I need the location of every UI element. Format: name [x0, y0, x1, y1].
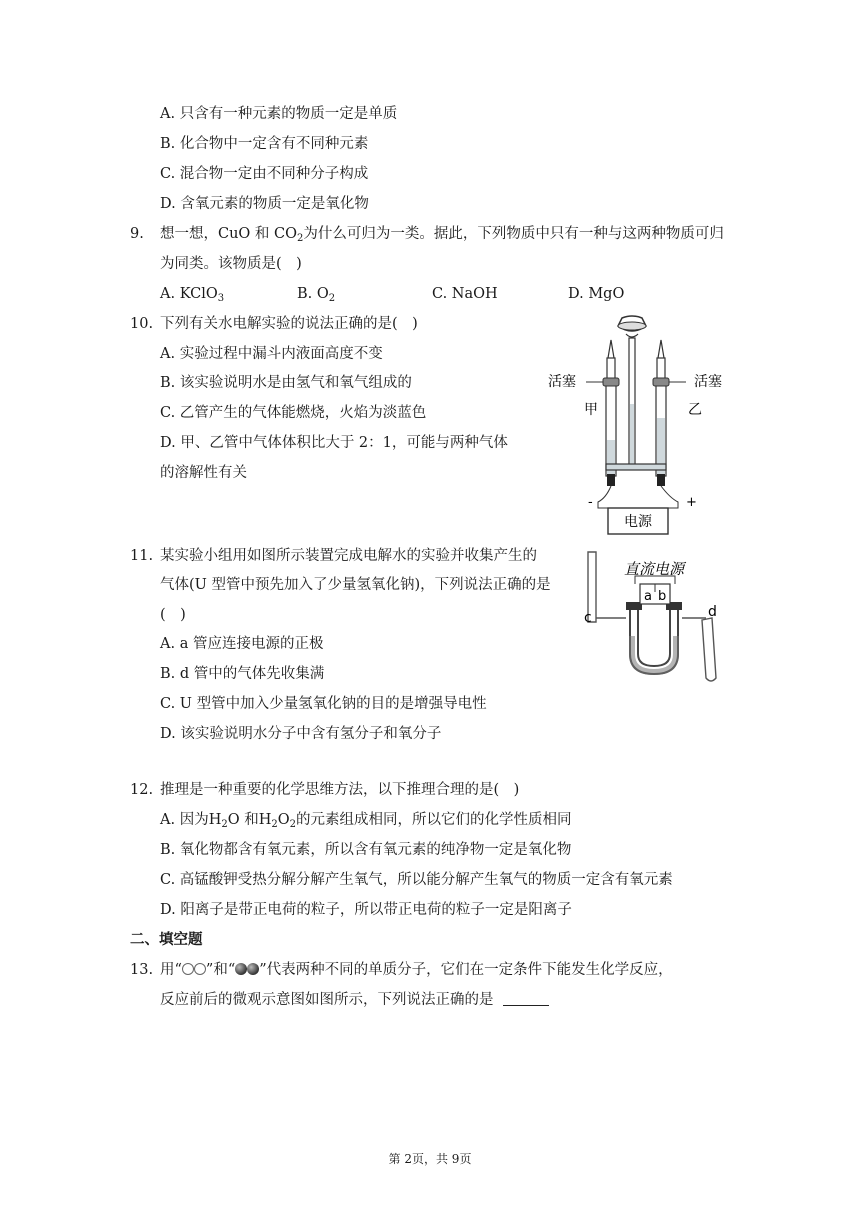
label-tube-jia: 甲 [584, 402, 598, 418]
q13-stem-line1: 用“ ”和“ ”代表两种不同的单质分子，它们在一定条件下能发生化学反应， [160, 962, 673, 978]
q12-number: 12. [130, 782, 154, 798]
q11-stem-line2: 气体(U 型管中预先加入了少量氢氧化钠)，下列说法正确的是 [160, 577, 551, 593]
q11-number: 11. [130, 548, 154, 564]
page-footer: 第 2页，共 9页 [388, 1152, 472, 1166]
q9-option-a: A. KClO$_3$ [160, 286, 225, 304]
q11-option-b: B. d 管中的气体先收集满 [160, 666, 325, 682]
q12-option-d: D. 阳离子是带正电荷的粒子，所以带正电荷的粒子一定是阳离子 [160, 902, 572, 918]
light-atom-icon [182, 963, 194, 975]
q10-stem: 下列有关水电解实验的说法正确的是( ) [160, 316, 418, 332]
q9-stem-line2: 为同类。该物质是( ) [160, 256, 302, 272]
label-left-valve: 活塞 [548, 374, 576, 390]
label-minus: - [588, 495, 593, 510]
q8-option-c: C. 混合物一定由不同种分子构成 [160, 166, 369, 182]
q12-stem: 推理是一种重要的化学思维方法，以下推理合理的是( ) [160, 782, 520, 798]
q9-option-c: C. NaOH [432, 286, 498, 302]
q10-option-d: D. 甲、乙管中气体体积比大于 2：1，可能与两种气体 [160, 435, 508, 451]
u-tube-apparatus-figure [580, 546, 730, 686]
label-b: b [658, 589, 667, 604]
dark-atom-icon [247, 963, 259, 975]
q10-option-b: B. 该实验说明水是由氢气和氧气组成的 [160, 375, 412, 391]
label-d: d [708, 604, 717, 620]
answer-blank[interactable] [503, 991, 549, 1006]
label-right-valve: 活塞 [694, 374, 722, 390]
q9-option-d: D. MgO [568, 286, 625, 302]
label-plus: + [686, 495, 697, 510]
q9-stem-line1: 想一想，CuO 和 $CO_2$为什么可归为一类。据此，下列物质中只有一种与这两种物质可归 [160, 226, 724, 244]
q10-option-c: C. 乙管产生的气体能燃烧，火焰为淡蓝色 [160, 405, 427, 421]
dark-atom-icon [235, 963, 247, 975]
label-c: c [584, 610, 592, 626]
q9-option-b: B. $O_2$ [297, 286, 336, 304]
q10-number: 10. [130, 316, 154, 332]
electrolysis-apparatus-figure [546, 312, 736, 538]
q10-option-a: A. 实验过程中漏斗内液面高度不变 [160, 346, 383, 362]
q8-option-b: B. 化合物中一定含有不同种元素 [160, 136, 369, 152]
q13-stem-line2: 反应前后的微观示意图如图所示，下列说法正确的是 [160, 990, 549, 1010]
label-dc-power: 直流电源 [624, 560, 685, 578]
label-tube-yi: 乙 [688, 402, 702, 418]
label-power: 电源 [624, 514, 652, 530]
q11-option-c: C. U 型管中加入少量氢氧化钠的目的是增强导电性 [160, 696, 487, 712]
q8-option-d: D. 含氧元素的物质一定是氧化物 [160, 196, 369, 212]
q12-option-a: A. 因为$H_2O$ 和$H_2O_2$的元素组成相同，所以它们的化学性质相同 [160, 812, 572, 830]
q11-option-d: D. 该实验说明水分子中含有氢分子和氧分子 [160, 726, 442, 742]
q9-number: 9. [130, 226, 144, 242]
q12-option-b: B. 氧化物都含有氧元素，所以含有氧元素的纯净物一定是氧化物 [160, 842, 572, 858]
section-heading: 二、填空题 [130, 931, 203, 948]
light-atom-icon [194, 963, 206, 975]
q11-option-a: A. a 管应连接电源的正极 [160, 636, 324, 652]
q11-stem-line1: 某实验小组用如图所示装置完成电解水的实验并收集产生的 [160, 548, 537, 564]
q10-option-d-continued: 的溶解性有关 [160, 465, 247, 481]
q12-option-c: C. 高锰酸钾受热分解分解产生氧气，所以能分解产生氧气的物质一定含有氧元素 [160, 872, 673, 888]
label-a: a [644, 589, 652, 604]
q11-stem-line3: ( ) [160, 607, 186, 623]
q8-option-a: A. 只含有一种元素的物质一定是单质 [160, 106, 398, 122]
q13-number: 13. [130, 962, 154, 978]
